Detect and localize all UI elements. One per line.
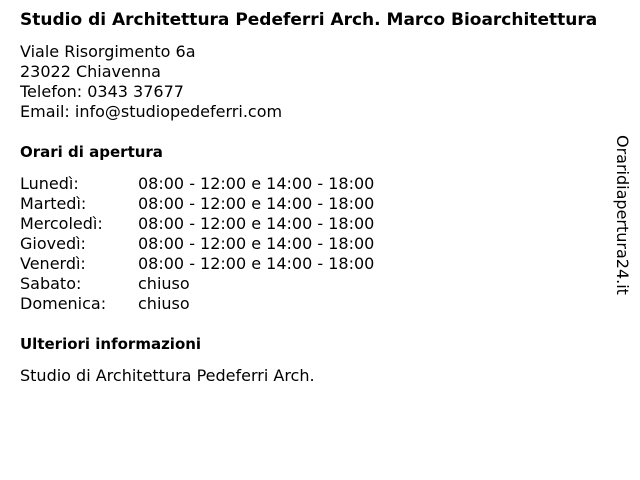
day-label: Lunedì:: [20, 174, 79, 193]
hours-row-thursday: [20, 234, 620, 254]
hours-row-sunday: [20, 294, 620, 314]
time-value: 08:00 - 12:00 e 14:00 - 18:00: [138, 234, 375, 253]
city-address: 23022 Chiavenna: [20, 62, 161, 81]
day-label: Domenica:: [20, 294, 107, 313]
phone-number: Telefon: 0343 37677: [20, 82, 184, 101]
time-value: 08:00 - 12:00 e 14:00 - 18:00: [138, 214, 375, 233]
additional-info-text: Studio di Architettura Pedeferri Arch.: [20, 366, 315, 385]
business-title: Studio di Architettura Pedeferri Arch. Marco Bioarchitettura: [20, 10, 598, 30]
hours-row-friday: [20, 254, 620, 274]
day-label: Giovedì:: [20, 234, 86, 253]
hours-row-saturday: [20, 274, 620, 294]
street-address: Viale Risorgimento 6a: [20, 42, 196, 61]
opening-hours-table: [20, 174, 620, 314]
business-card: [20, 10, 620, 386]
email-address: Email: info@studiopedeferri.com: [20, 102, 283, 121]
hours-row-wednesday: [20, 214, 620, 234]
day-label: Venerdì:: [20, 254, 86, 273]
additional-info-heading: Ulteriori informazioni: [20, 335, 202, 353]
hours-row-tuesday: [20, 194, 620, 214]
time-value: 08:00 - 12:00 e 14:00 - 18:00: [138, 194, 375, 213]
time-value: 08:00 - 12:00 e 14:00 - 18:00: [138, 254, 375, 273]
site-watermark: Oraridiapertura24.it: [613, 135, 632, 295]
day-label: Sabato:: [20, 274, 82, 293]
time-value: chiuso: [138, 294, 190, 313]
day-label: Martedì:: [20, 194, 87, 213]
day-label: Mercoledì:: [20, 214, 103, 233]
opening-hours-heading: Orari di apertura: [20, 143, 163, 161]
time-value: chiuso: [138, 274, 190, 293]
address-block: [20, 42, 620, 122]
time-value: 08:00 - 12:00 e 14:00 - 18:00: [138, 174, 375, 193]
hours-row-monday: [20, 174, 620, 194]
